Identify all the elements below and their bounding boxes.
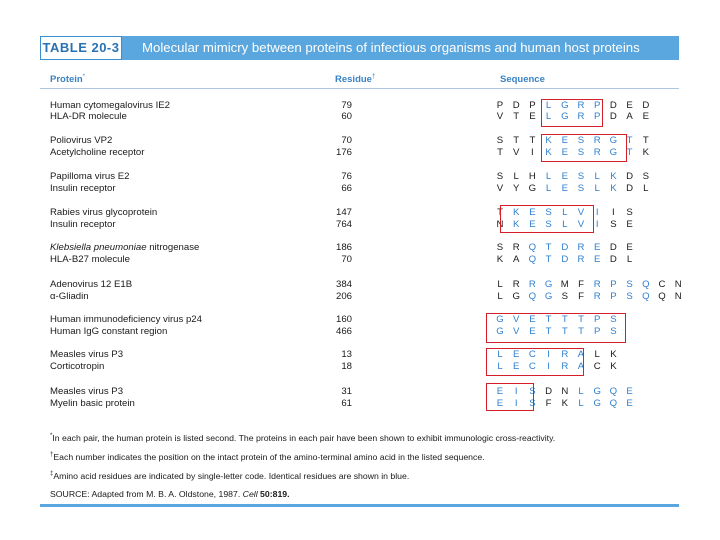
protein-name: Acetylcholine receptor	[50, 147, 145, 158]
amino-acid: S	[496, 135, 504, 146]
table-number: TABLE 20-3	[40, 36, 122, 60]
amino-acid: Y	[512, 183, 520, 194]
amino-acid: E	[529, 326, 536, 337]
amino-acid: K	[610, 183, 617, 194]
source-line: SOURCE: Adapted from M. B. A. Oldstone, 1987. Cell 50:819.	[50, 489, 290, 499]
amino-acid: P	[529, 100, 536, 111]
amino-acid: F	[578, 291, 584, 302]
amino-acid: E	[512, 349, 520, 360]
amino-acid: S	[577, 171, 585, 182]
highlight-box	[486, 313, 626, 343]
amino-acid: P	[593, 326, 601, 337]
amino-acid: S	[496, 171, 504, 182]
amino-acid: L	[594, 171, 600, 182]
amino-acid: E	[529, 111, 536, 122]
amino-acid: E	[561, 171, 568, 182]
amino-acid: K	[610, 171, 617, 182]
amino-acid: L	[594, 349, 600, 360]
protein-name: Klebsiella pneumoniae nitrogenase	[50, 242, 200, 253]
table-row	[0, 291, 720, 303]
amino-acid: L	[545, 111, 552, 122]
amino-acid: D	[512, 100, 520, 111]
amino-acid: E	[626, 386, 633, 397]
amino-acid: I	[531, 147, 534, 158]
amino-acid: C	[658, 279, 666, 290]
amino-acid: D	[609, 254, 617, 265]
amino-acid: L	[626, 254, 633, 265]
amino-acid: T	[642, 135, 649, 146]
table-row	[0, 361, 720, 373]
amino-acid: S	[610, 326, 617, 337]
amino-acid: P	[593, 100, 601, 111]
amino-acid: P	[610, 291, 617, 302]
amino-acid: E	[593, 242, 601, 253]
protein-name: Human IgG constant region	[50, 326, 168, 337]
amino-acid: S	[610, 219, 617, 230]
amino-acid: G	[544, 291, 553, 302]
amino-acid: C	[593, 361, 601, 372]
amino-acid: R	[577, 242, 585, 253]
amino-acid: D	[609, 242, 617, 253]
amino-acid: T	[529, 135, 536, 146]
amino-acid: S	[610, 314, 617, 325]
amino-acid: S	[561, 291, 568, 302]
residue-number: 70	[341, 254, 352, 265]
header-divider	[40, 88, 679, 89]
amino-acid: V	[512, 326, 520, 337]
protein-name: HLA-B27 molecule	[50, 254, 130, 265]
amino-acid: N	[561, 386, 569, 397]
amino-acid: L	[578, 386, 584, 397]
amino-acid: R	[577, 100, 585, 111]
amino-acid: S	[577, 135, 585, 146]
residue-number: 186	[335, 242, 352, 253]
amino-acid: E	[529, 314, 536, 325]
amino-acid: V	[496, 183, 504, 194]
amino-acid: T	[561, 314, 568, 325]
protein-name: Measles virus P3	[50, 349, 124, 360]
amino-acid: L	[562, 207, 568, 218]
amino-acid: L	[545, 171, 552, 182]
footnote-1: *In each pair, the human protein is listed second. The proteins in each pair have been shown to exhibit immunologic cross-reactivity.	[50, 433, 556, 443]
protein-name: Rabies virus glycoprotein	[50, 207, 158, 218]
protein-name: Corticotropin	[50, 361, 105, 372]
amino-acid: C	[528, 361, 536, 372]
amino-acid: E	[593, 254, 601, 265]
amino-acid: T	[578, 326, 584, 337]
residue-number: 60	[341, 111, 352, 122]
amino-acid: L	[497, 361, 503, 372]
amino-acid: T	[513, 111, 520, 122]
protein-name: Papilloma virus E2	[50, 171, 130, 182]
amino-acid: F	[545, 398, 552, 409]
amino-acid: R	[561, 361, 569, 372]
residue-number: 66	[341, 183, 352, 194]
amino-acid: T	[545, 254, 552, 265]
amino-acid: Q	[658, 291, 666, 302]
amino-acid: D	[626, 183, 634, 194]
amino-acid: Q	[528, 254, 537, 265]
amino-acid: E	[626, 398, 633, 409]
amino-acid: T	[626, 135, 633, 146]
residue-number: 79	[341, 100, 352, 111]
amino-acid: Q	[528, 291, 537, 302]
amino-acid: S	[626, 279, 633, 290]
table-row	[0, 386, 720, 398]
protein-name: Human immunodeficiency virus p24	[50, 314, 202, 325]
highlight-box	[541, 99, 603, 127]
amino-acid: L	[594, 183, 600, 194]
amino-acid: D	[561, 254, 569, 265]
amino-acid: L	[545, 183, 552, 194]
table-row	[0, 349, 720, 361]
amino-acid: K	[545, 135, 552, 146]
amino-acid: Q	[609, 386, 618, 397]
column-header-protein: Protein*	[50, 74, 86, 86]
residue-number: 466	[335, 326, 352, 337]
table-row	[0, 254, 720, 266]
amino-acid: L	[545, 100, 552, 111]
amino-acid: G	[609, 135, 618, 146]
amino-acid: E	[561, 183, 568, 194]
table-row	[0, 171, 720, 183]
amino-acid: E	[626, 242, 633, 253]
amino-acid: L	[562, 219, 568, 230]
protein-name: Adenovirus 12 E1B	[50, 279, 133, 290]
amino-acid: S	[577, 183, 585, 194]
amino-acid: T	[626, 147, 633, 158]
protein-name: Human cytomegalovirus IE2	[50, 100, 170, 111]
amino-acid: G	[512, 291, 520, 302]
amino-acid: G	[544, 279, 553, 290]
amino-acid: A	[577, 349, 585, 360]
table-row	[0, 183, 720, 195]
residue-number: 147	[335, 207, 352, 218]
amino-acid: A	[512, 254, 520, 265]
residue-number: 206	[335, 291, 352, 302]
footnote-3: ‡Amino acid residues are indicated by single-letter code. Identical residues are shown in blue.	[50, 471, 410, 481]
highlight-box	[486, 348, 584, 376]
amino-acid: L	[578, 398, 584, 409]
amino-acid: R	[577, 254, 585, 265]
amino-acid: T	[545, 242, 552, 253]
amino-acid: S	[626, 207, 633, 218]
amino-acid: E	[496, 398, 504, 409]
amino-acid: P	[593, 314, 601, 325]
amino-acid: R	[593, 147, 601, 158]
amino-acid: K	[512, 219, 520, 230]
amino-acid: C	[528, 349, 536, 360]
protein-name: Poliovirus VP2	[50, 135, 113, 146]
amino-acid: K	[610, 361, 617, 372]
amino-acid: G	[593, 386, 601, 397]
amino-acid: D	[609, 100, 617, 111]
residue-number: 384	[335, 279, 352, 290]
amino-acid: L	[497, 291, 503, 302]
amino-acid: N	[674, 279, 682, 290]
amino-acid: R	[593, 135, 601, 146]
amino-acid: K	[642, 147, 649, 158]
amino-acid: D	[642, 100, 650, 111]
amino-acid: M	[560, 279, 569, 290]
amino-acid: S	[496, 242, 504, 253]
table-header-bar	[40, 36, 679, 60]
column-header-residue: Residue†	[335, 74, 376, 86]
amino-acid: V	[496, 111, 504, 122]
amino-acid: V	[512, 314, 520, 325]
amino-acid: E	[512, 361, 520, 372]
amino-acid: G	[496, 314, 504, 325]
residue-number: 31	[341, 386, 352, 397]
table-row	[0, 279, 720, 291]
amino-acid: T	[578, 314, 584, 325]
amino-acid: D	[609, 111, 617, 122]
amino-acid: D	[626, 171, 634, 182]
amino-acid: E	[561, 135, 568, 146]
amino-acid: P	[593, 111, 601, 122]
amino-acid: S	[529, 386, 536, 397]
table-row	[0, 207, 720, 219]
residue-number: 13	[341, 349, 352, 360]
amino-acid: T	[545, 314, 552, 325]
amino-acid: I	[612, 207, 615, 218]
amino-acid: E	[529, 219, 536, 230]
highlight-box	[500, 205, 594, 233]
residue-number: 160	[335, 314, 352, 325]
residue-number: 61	[341, 398, 352, 409]
amino-acid: E	[561, 147, 568, 158]
amino-acid: S	[642, 171, 649, 182]
amino-acid: R	[577, 111, 585, 122]
amino-acid: N	[674, 291, 682, 302]
amino-acid: L	[643, 183, 649, 194]
amino-acid: A	[577, 361, 585, 372]
amino-acid: R	[561, 349, 569, 360]
residue-number: 764	[335, 219, 352, 230]
amino-acid: G	[496, 326, 504, 337]
amino-acid: V	[512, 147, 520, 158]
amino-acid: G	[561, 111, 569, 122]
protein-name: HLA-DR molecule	[50, 111, 127, 122]
protein-name: Measles virus P3	[50, 386, 124, 397]
table-row	[0, 219, 720, 231]
amino-acid: I	[514, 386, 518, 397]
amino-acid: T	[545, 326, 552, 337]
amino-acid: D	[545, 386, 553, 397]
amino-acid: Q	[642, 291, 650, 302]
amino-acid: L	[513, 171, 519, 182]
protein-name: α-Gliadin	[50, 291, 89, 302]
amino-acid: G	[528, 183, 537, 194]
footnote-2: †Each number indicates the position on the intact protein of the amino-terminal amino acid in the listed sequence.	[50, 452, 485, 462]
amino-acid: V	[577, 207, 585, 218]
amino-acid: G	[593, 398, 601, 409]
residue-number: 70	[341, 135, 352, 146]
amino-acid: E	[626, 219, 633, 230]
amino-acid: I	[595, 207, 599, 218]
amino-acid: T	[497, 207, 503, 218]
residue-number: 76	[341, 171, 352, 182]
amino-acid: L	[497, 349, 503, 360]
amino-acid: K	[610, 349, 617, 360]
table-row	[0, 242, 720, 254]
amino-acid: G	[561, 100, 569, 111]
amino-acid: K	[545, 147, 552, 158]
amino-acid: P	[496, 100, 504, 111]
amino-acid: K	[496, 254, 504, 265]
amino-acid: E	[626, 100, 633, 111]
amino-acid: T	[513, 135, 520, 146]
amino-acid: T	[497, 147, 503, 158]
amino-acid: R	[593, 291, 601, 302]
amino-acid: V	[577, 219, 585, 230]
amino-acid: T	[561, 326, 568, 337]
column-header-sequence: Sequence	[500, 74, 545, 85]
residue-number: 176	[335, 147, 352, 158]
highlight-box	[541, 134, 627, 162]
amino-acid: I	[547, 361, 550, 372]
table-caption: Molecular mimicry between proteins of infectious organisms and human host proteins	[142, 40, 640, 55]
amino-acid: F	[578, 279, 584, 290]
amino-acid: R	[512, 279, 520, 290]
amino-acid: S	[545, 219, 552, 230]
amino-acid: E	[496, 386, 504, 397]
amino-acid: Q	[642, 279, 650, 290]
amino-acid: I	[547, 349, 550, 360]
protein-name: Myelin basic protein	[50, 398, 135, 409]
table-row	[0, 398, 720, 410]
amino-acid: L	[497, 279, 503, 290]
amino-acid: D	[561, 242, 569, 253]
amino-acid: R	[528, 279, 536, 290]
table-row	[0, 111, 720, 123]
amino-acid: I	[514, 398, 518, 409]
amino-acid: P	[610, 279, 617, 290]
amino-acid: S	[545, 207, 552, 218]
residue-number: 18	[341, 361, 352, 372]
amino-acid: R	[512, 242, 520, 253]
amino-acid: E	[529, 207, 536, 218]
amino-acid: H	[528, 171, 536, 182]
amino-acid: Q	[609, 398, 618, 409]
bottom-rule	[40, 504, 679, 507]
amino-acid: K	[512, 207, 520, 218]
amino-acid: S	[529, 398, 536, 409]
amino-acid: G	[609, 147, 618, 158]
amino-acid: Q	[528, 242, 537, 253]
amino-acid: K	[561, 398, 568, 409]
amino-acid: S	[626, 291, 633, 302]
amino-acid: N	[496, 219, 504, 230]
amino-acid: I	[595, 219, 599, 230]
highlight-box	[486, 383, 534, 411]
protein-name: Insulin receptor	[50, 219, 116, 230]
amino-acid: E	[642, 111, 649, 122]
amino-acid: A	[626, 111, 633, 122]
amino-acid: S	[577, 147, 585, 158]
amino-acid: R	[593, 279, 601, 290]
protein-name: Insulin receptor	[50, 183, 116, 194]
